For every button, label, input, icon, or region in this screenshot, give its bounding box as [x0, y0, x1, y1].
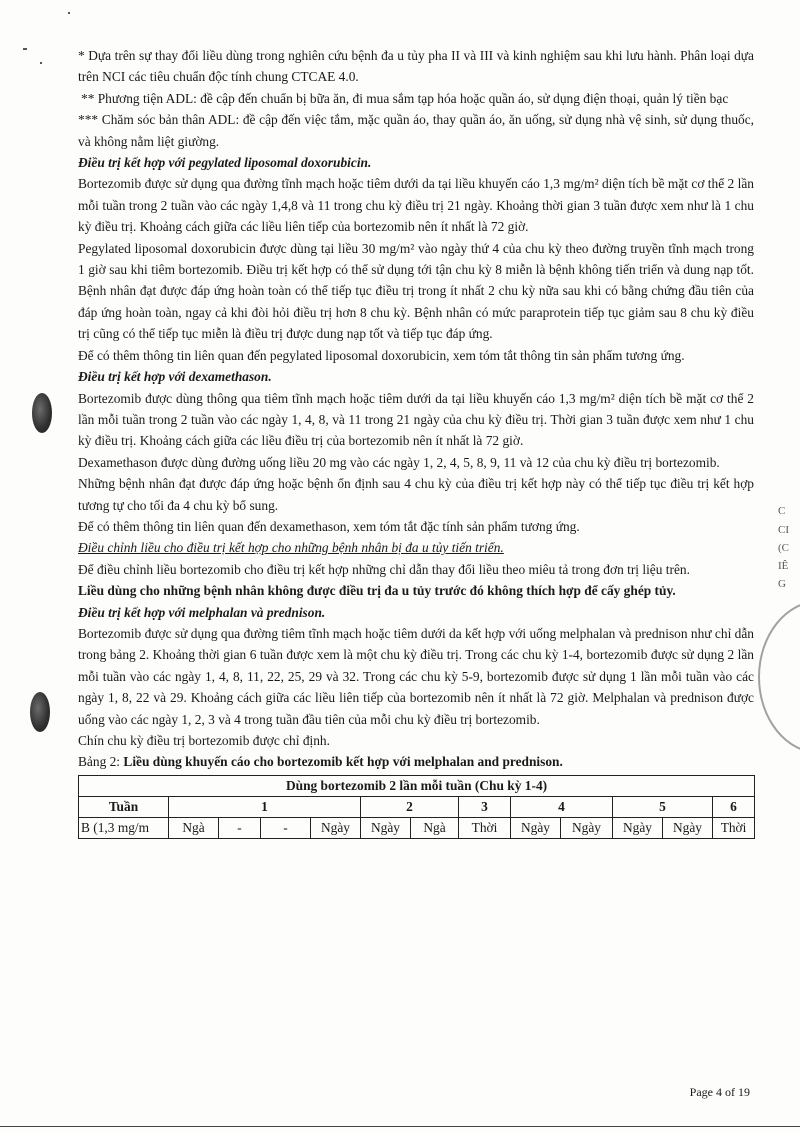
paragraph: Bortezomib được dùng thông qua tiêm tĩnh mạch hoặc tiêm dưới da tại liều khuyến cáo 1,3 mg/m² diện tích bề mặt cơ thể 2 lần mỗi tuần trong 2 tuần vào các ngày 1, 4, 8, và 11 trong 21 ngày của chu kỳ điều trị. Thời gian 3 tuần được xem như 1 chu kỳ điều trị. Khoảng cách giữa các liều điều trị của bortezomib nên ít nhất là 72 giờ. [78, 390, 754, 449]
punch-hole [30, 692, 50, 732]
table-cell: Ngày [361, 817, 411, 838]
table-cell: Ngày [663, 817, 713, 838]
paragraph: Để điều chỉnh liều bortezomib cho điều trị kết hợp những chỉ dẫn thay đổi liều theo miêu tả trong đơn trị liệu trên. [78, 561, 690, 577]
table-week-row [79, 796, 755, 817]
paragraph: Chín chu kỳ điều trị bortezomib được chỉ định. [78, 733, 330, 748]
margin-mark: G [778, 578, 786, 590]
footnote-1: * Dựa trên sự thay đổi liều dùng trong nghiên cứu bệnh đa u tủy pha II và III và kinh nghiệm sau khi lưu hành. Phân loại dựa trên NCI các tiêu chuẩn độc tính chung CTCAE 4.0. [78, 48, 754, 85]
week-4: 4 [511, 796, 613, 817]
section-heading-doxorubicin: Điều trị kết hợp với pegylated liposomal doxorubicin. [78, 155, 372, 171]
margin-mark: IÊ [778, 560, 789, 572]
table-cell: Ngà [169, 817, 219, 838]
page-number: Page 4 of 19 [689, 1085, 750, 1099]
week-5: 5 [613, 796, 713, 817]
section-heading-untreated-patients: Liều dùng cho những bệnh nhân không được điều trị đa u tủy trước đó không thích hợp để cấy ghép tủy. [78, 583, 676, 599]
dosing-table [78, 775, 755, 839]
scan-speck [40, 62, 42, 64]
row-label: B (1,3 mg/m [79, 817, 169, 838]
week-header: Tuần [79, 796, 169, 817]
scan-edge-line [0, 1126, 800, 1127]
paragraph: Để có thêm thông tin liên quan đến dexamethason, xem tóm tắt đặc tính sản phẩm tương ứng. [78, 518, 580, 534]
stamp-seal [758, 600, 800, 754]
table-title: Dùng bortezomib 2 lần mỗi tuần (Chu kỳ 1-4) [79, 775, 755, 796]
table-caption-prefix: Bảng 2: [78, 754, 124, 770]
section-heading-melphalan: Điều trị kết hợp với melphalan và prednison. [78, 604, 326, 620]
paragraph: Những bệnh nhân đạt được đáp ứng hoặc bệnh ổn định sau 4 chu kỳ của điều trị kết hợp này có thể tiếp tục điều trị kết hợp tương tự cho tối đa 4 chu kỳ bổ sung. [78, 476, 754, 513]
footnote-2: ** Phương tiện ADL: đề cập đến chuẩn bị bữa ăn, đi mua sắm tạp hóa hoặc quần áo, sử dụng điện thoại, quản lý tiền bạc [81, 90, 729, 106]
table-cell: - [261, 817, 311, 838]
paragraph: Bortezomib được sử dụng qua đường tiêm tĩnh mạch hoặc tiêm dưới da kết hợp với uống melphalan và prednison như chỉ dẫn trong bảng 2. Khoảng thời gian 6 tuần được xem là một chu kỳ điều trị. Trong các chu kỳ 1-4, bortezomib được sử dụng 2 lần mỗi tuần vào các ngày 1, 4, 8, 11, 22, 25, 29 và 32. Trong các chu kỳ 5-9, bortezomib được sử dụng 1 lần mỗi tuần vào các ngày 1, 8, 22 và 29. Khoảng cách giữa các liều liên tiếp của bortezomib nên ít nhất là 72 giờ. Melphalan và prednison được uống vào các ngày 1, 2, 3 và 4 trong tuần đầu tiên của mỗi chu kỳ điều trị bortezomib. [78, 625, 754, 727]
margin-mark: CI [778, 524, 789, 536]
week-2: 2 [361, 796, 459, 817]
week-6: 6 [713, 796, 755, 817]
scan-speck [23, 48, 27, 50]
section-heading-dexamethason: Điều trị kết hợp với dexamethason. [78, 369, 272, 385]
margin-mark: C [778, 505, 786, 517]
footnote-3: *** Chăm sóc bản thân ADL: đề cập đến việc tắm, mặc quần áo, thay quần áo, ăn uống, sử dụng nhà vệ sinh, sử dụng thuốc, và không nằm liệt giường. [78, 112, 754, 149]
paragraph: Pegylated liposomal doxorubicin được dùng tại liều 30 mg/m² vào ngày thứ 4 của chu kỳ theo đường truyền tĩnh mạch trong 1 giờ sau khi tiêm bortezomib. Điều trị kết hợp có thể sử dụng tới tận chu kỳ 8 miễn là bệnh không tiến triển và dung nạp tốt. Bệnh nhân đạt được đáp ứng hoàn toàn có thể tiếp tục điều trị trong ít nhất 2 chu kỳ nữa sau khi có bằng chứng đầu tiên của đáp ứng hoàn toàn, ngay cả khi đòi hỏi điều trị hơn 8 chu kỳ. Bệnh nhân có mức paraprotein tiếp tục giảm sau 8 chu kỳ điều trị cũng có thể tiếp tục miễn là điều trị được dung nạp tốt và tiếp tục đáp ứng. [78, 240, 754, 342]
table-cell: Ngà [411, 817, 459, 838]
punch-hole [32, 393, 52, 433]
table-title-row [79, 775, 755, 796]
table-caption-title: Liều dùng khuyến cáo cho bortezomib kết hợp với melphalan and prednison. [123, 754, 563, 770]
week-1: 1 [169, 796, 361, 817]
scan-speck [68, 12, 70, 14]
paragraph: Để có thêm thông tin liên quan đến pegylated liposomal doxorubicin, xem tóm tắt thông tin sản phẩm tương ứng. [78, 347, 685, 363]
table-cell: Ngày [511, 817, 561, 838]
table-cell: Ngày [311, 817, 361, 838]
margin-mark: (C [778, 542, 789, 554]
table-cell: Ngày [613, 817, 663, 838]
section-heading-dose-adjustment: Điều chỉnh liều cho điều trị kết hợp cho những bệnh nhân bị đa u tủy tiến triển. [78, 540, 504, 556]
table-cell: Thời [459, 817, 511, 838]
paragraph: Dexamethason được dùng đường uống liều 20 mg vào các ngày 1, 2, 4, 5, 8, 9, 11 và 12 của chu kỳ điều trị bortezomib. [78, 454, 720, 470]
paragraph: Bortezomib được sử dụng qua đường tĩnh mạch hoặc tiêm dưới da tại liều khuyến cáo 1,3 mg/m² diện tích bề mặt cơ thể 2 lần mỗi tuần trong 2 tuần vào các ngày 1,4,8 và 11 trong chu kỳ điều trị 21 ngày. Khoảng thời gian 3 tuần được xem như là 1 chu kỳ điều trị. Khoảng cách giữa các liều liên tiếp của bortezomib nên ít nhất là 72 giờ. [78, 176, 754, 235]
week-3: 3 [459, 796, 511, 817]
table-cell: Ngày [561, 817, 613, 838]
table-cell: - [219, 817, 261, 838]
table-row [79, 817, 755, 838]
document-body [78, 45, 754, 839]
table-caption [78, 751, 754, 772]
table-cell: Thời [713, 817, 755, 838]
